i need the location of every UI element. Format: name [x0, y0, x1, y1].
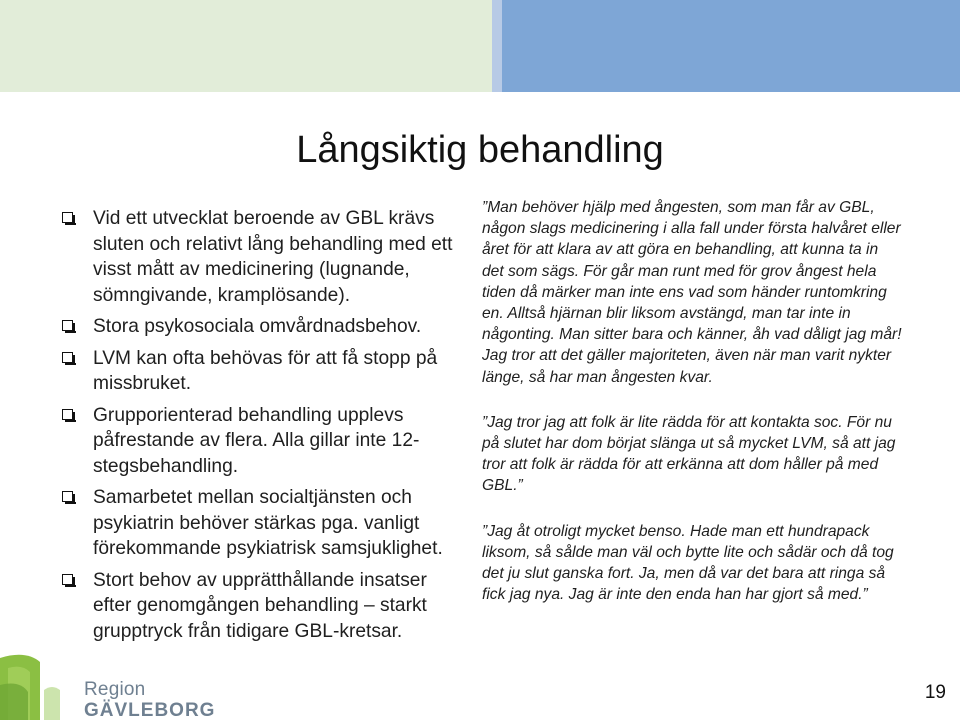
list-item — [62, 403, 462, 480]
list-item-text: Vid ett utvecklat beroende av GBL krävs sluten och relativt lång behandling med ett visst mått av medicinering (lugnande, sömngivande, kramplösande). — [93, 208, 453, 306]
list-item — [62, 206, 462, 308]
list-item — [62, 568, 462, 645]
header-decoration — [0, 0, 960, 92]
list-item-text: Stora psykosociala omvårdnadsbehov. — [93, 316, 422, 337]
list-item — [62, 346, 462, 397]
checkbox-bullet-icon — [62, 491, 73, 502]
region-logo-wordmark — [84, 680, 244, 720]
list-item-text: Stort behov av upprätthållande insatser efter genomgången behandling – starkt grupptryck från tidigare GBL-kretsar. — [93, 569, 427, 642]
checkbox-bullet-icon — [62, 212, 73, 223]
slide-title-text: Långsiktig behandling — [296, 129, 664, 171]
quote-paragraph: ”Jag tror jag att folk är lite rädda för att kontakta soc. För nu på slutet har dom börjat slänga ut så mycket LVM, så att jag tror att folk är rädda för att erkänna att dom håller på med GBL.” — [482, 413, 896, 495]
list-item-text: Grupporienterad behandling upplevs påfrestande av flera. Alla gillar inte 12-stegsbehandling. — [93, 404, 420, 477]
header-band-blue — [492, 0, 960, 92]
list-item — [62, 314, 462, 340]
quotes-column — [482, 197, 902, 629]
checkbox-bullet-icon — [62, 574, 73, 585]
quote-paragraph: ”Man behöver hjälp med ångesten, som man får av GBL, någon slags medicinering i alla fall under första halvåret eller året för att klara av att göra en behandling, att kunna ta in det som sägs. För går man runt med för grov ångest hela tiden då märker man inte ens vad som händer runtomkring en. Alltså hjärnan blir liksom avstängd, man tar inte in någonting. Man sitter bara och känner, åh vad dåligt jag mår! Jag tror att det gäller majoriteten, även när man varit nykter länge, så har man ångesten kvar. — [482, 199, 902, 386]
checkbox-bullet-icon — [62, 409, 73, 420]
list-item-text: Samarbetet mellan socialtjänsten och psykiatrin behöver stärkas pga. vanligt förekommande psykiatrisk samsjuklighet. — [93, 487, 443, 559]
bullet-list — [62, 206, 462, 650]
logo-line-region: Region — [84, 679, 146, 700]
header-band-divider — [492, 0, 502, 92]
header-band-green — [0, 0, 492, 92]
quote-paragraph: ”Jag åt otroligt mycket benso. Hade man ett hundrapack liksom, så sålde man väl och bytte lite och sådär och då tog det ju slut ganska fort. Ja, men då var det bara att ringa så fick jag nya. Jag är inte den enda han har gjort så med.” — [482, 522, 894, 604]
list-item — [62, 485, 462, 562]
slide-title — [0, 124, 960, 184]
checkbox-bullet-icon — [62, 320, 73, 331]
page-number: 19 — [924, 682, 946, 703]
logo-line-gavleborg: GÄVLEBORG — [84, 700, 216, 721]
region-gavleborg-logo-icon — [0, 650, 70, 720]
list-item-text: LVM kan ofta behövas för att få stopp på missbruket. — [93, 347, 438, 394]
checkbox-bullet-icon — [62, 352, 73, 363]
